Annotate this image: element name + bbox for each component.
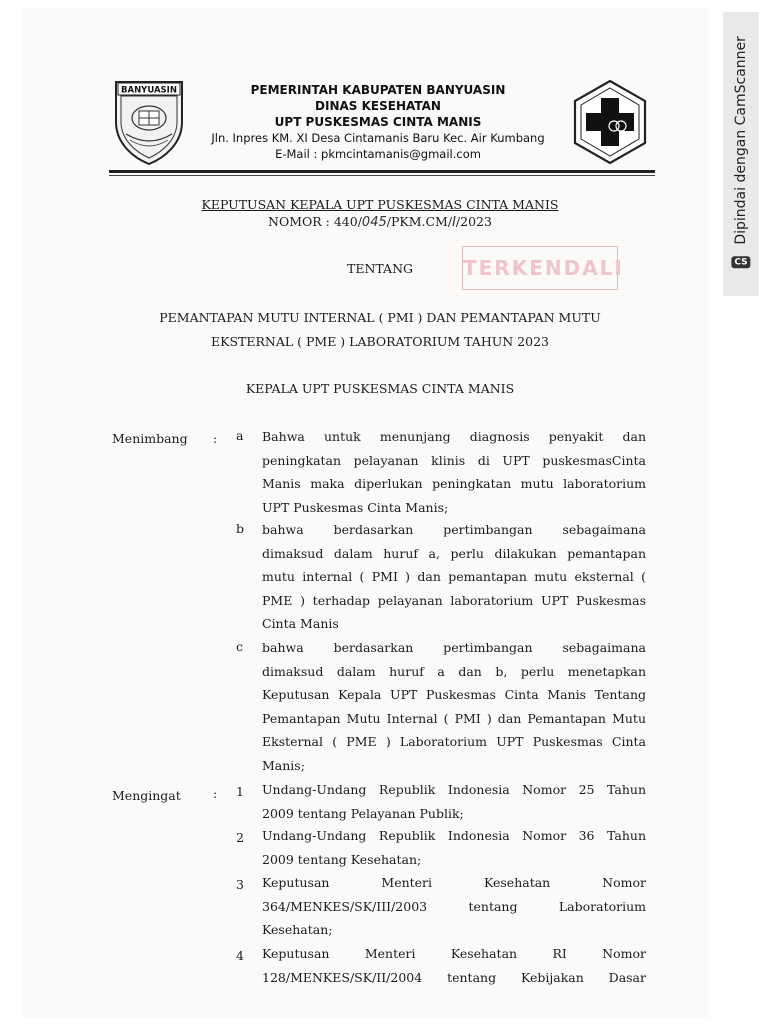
puskesmas-cross-logo (571, 78, 649, 166)
decree-number-handwritten: 045 (361, 215, 387, 230)
menimbang-marker-b: b (236, 521, 245, 536)
letterhead (190, 82, 566, 162)
list-item-line: Cinta Manis (262, 616, 339, 631)
decree-number-mid: /PKM.CM/ (386, 214, 453, 229)
decree-number-handwritten-2: I (452, 215, 456, 230)
list-item-line: 2009 tentang Kesehatan; (262, 851, 422, 867)
list-item-line: Pemantapan Mutu Internal ( PMI ) dan Pemantapan Mutu (262, 710, 646, 726)
menimbang-item-b (262, 518, 646, 636)
list-item-line: Keputusan Menteri Kesehatan RI Nomor (262, 946, 646, 961)
terkendali-stamp (462, 246, 624, 290)
mengingat-item-3 (262, 871, 646, 942)
list-item-line: 128/MENKES/SK/II/2004 tentang Kebijakan Dasar (262, 969, 646, 985)
stamp-text: TERKENDALI (463, 256, 624, 280)
letterhead-rule-thick (109, 170, 655, 173)
mengingat-marker-1: 1 (236, 784, 244, 799)
mengingat-colon: : (213, 786, 218, 801)
letterhead-email: E-Mail : pkmcintamanis@gmail.com (275, 147, 481, 161)
menimbang-colon: : (213, 431, 218, 446)
camscanner-badge: CS (731, 256, 750, 268)
list-item-line: Undang-Undang Republik Indonesia Nomor 25 Tahun (262, 782, 646, 797)
decree-number-prefix: NOMOR : 440/ (268, 214, 362, 229)
list-item-line: bahwa berdasarkan pertimbangan sebagaimana (262, 640, 646, 655)
decree-tentang: TENTANG (346, 261, 413, 276)
camscanner-text: Dipindai dengan CamScanner (733, 36, 749, 245)
list-item-line: 364/MENKES/SK/III/2003 tentang Laboratorium (262, 898, 646, 914)
decree-subject-line-2: EKSTERNAL ( PME ) LABORATORIUM TAHUN 2023 (211, 334, 549, 349)
menimbang-marker-c: c (236, 639, 244, 654)
menimbang-item-c (262, 636, 646, 777)
letterhead-government: PEMERINTAH KABUPATEN BANYUASIN (250, 83, 506, 97)
letterhead-unit: UPT PUSKESMAS CINTA MANIS (274, 115, 482, 129)
letterhead-rule-thin (109, 175, 655, 176)
mengingat-marker-3: 3 (236, 877, 244, 892)
banyuasin-crest-logo (112, 78, 186, 166)
menimbang-marker-a: a (236, 428, 244, 443)
decree-number-suffix: /2023 (455, 214, 492, 229)
mengingat-marker-4: 4 (236, 948, 244, 963)
decree-title: KEPUTUSAN KEPALA UPT PUSKESMAS CINTA MANIS (201, 197, 559, 212)
list-item-line: Keputusan Kepala UPT Puskesmas Cinta Manis Tentang (262, 687, 646, 702)
decree-issuer: KEPALA UPT PUSKESMAS CINTA MANIS (245, 381, 515, 396)
mengingat-label: Mengingat (112, 788, 181, 803)
list-item-line: Manis; (262, 757, 305, 773)
list-item-line: dimaksud dalam huruf a dan b, perlu menetapkan (262, 663, 646, 679)
list-item-line: Keputusan Menteri Kesehatan Nomor (262, 875, 646, 890)
decree-subject-line-1: PEMANTAPAN MUTU INTERNAL ( PMI ) DAN PEMANTAPAN MUTU (159, 310, 601, 325)
list-item-line: Kesehatan; (262, 922, 333, 937)
list-item-line: mutu internal ( PMI ) dan pemantapan mutu eksternal ( (262, 569, 646, 584)
decree-number (100, 213, 660, 232)
letterhead-department: DINAS KESEHATAN (315, 99, 441, 113)
list-item-line: Undang-Undang Republik Indonesia Nomor 36 Tahun (262, 828, 646, 843)
menimbang-label: Menimbang (112, 431, 188, 446)
menimbang-item-a (262, 425, 646, 519)
mengingat-item-2 (262, 824, 646, 871)
list-item-line: peningkatan pelayanan klinis di UPT puskesmasCinta (262, 452, 646, 468)
crest-text: BANYUASIN (121, 85, 177, 96)
list-item-line: 2009 tentang Pelayanan Publik; (262, 805, 464, 821)
list-item-line: UPT Puskesmas Cinta Manis; (262, 499, 449, 515)
list-item-line: Manis maka diperlukan peningkatan mutu laboratorium (262, 476, 646, 491)
letterhead-address: Jln. Inpres KM. XI Desa Cintamanis Baru Kec. Air Kumbang (211, 131, 545, 145)
list-item-line: Eksternal ( PME ) Laboratorium UPT Puskesmas Cinta (262, 734, 646, 749)
list-item-line: bahwa berdasarkan pertimbangan sebagaimana (262, 522, 646, 537)
mengingat-item-4 (262, 942, 646, 989)
list-item-line: PME ) terhadap pelayanan laboratorium UPT Puskesmas (262, 592, 646, 608)
mengingat-marker-2: 2 (236, 830, 244, 845)
list-item-line: Bahwa untuk menunjang diagnosis penyakit dan (262, 429, 646, 444)
camscanner-watermark (723, 12, 759, 296)
mengingat-item-1 (262, 778, 646, 825)
list-item-line: dimaksud dalam huruf a, perlu dilakukan pemantapan (262, 545, 646, 561)
